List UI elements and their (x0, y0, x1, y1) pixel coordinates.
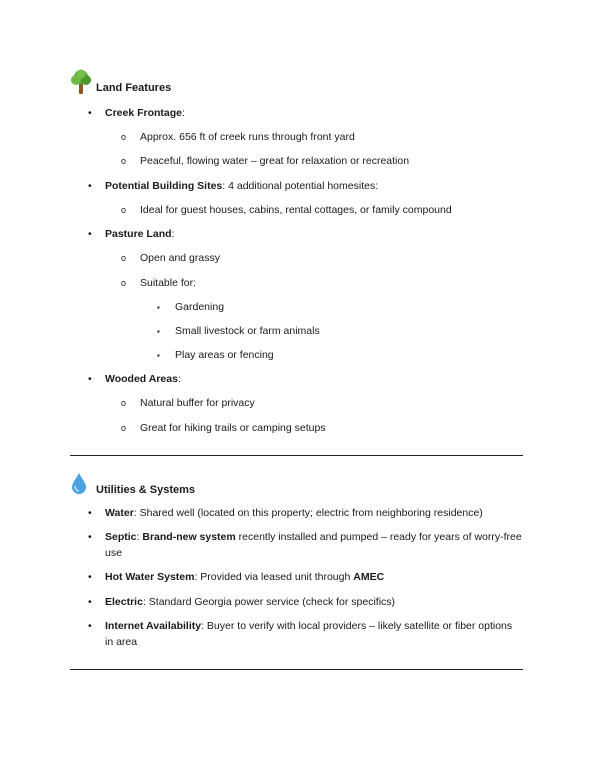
pasture-land-label: Pasture Land (105, 228, 172, 240)
section-divider (70, 669, 523, 670)
bullet-dot: • (88, 228, 92, 240)
building-sites-label: Potential Building Sites (105, 180, 223, 192)
creek-sub-2: Peaceful, flowing water – great for relaxation or recreation (140, 155, 410, 167)
hot-water-label: Hot Water System (105, 571, 195, 583)
septic-item (105, 530, 522, 545)
electric-text: : Standard Georgia power service (check for specifics) (142, 596, 396, 608)
utilities-title: Utilities & Systems (96, 484, 196, 496)
bullet-dot: • (88, 180, 92, 192)
bullet-dot: • (88, 373, 92, 385)
internet-item (105, 619, 512, 634)
bullet-circle: o (121, 253, 127, 263)
bullet-dot: • (88, 531, 92, 543)
bullet-circle: o (121, 423, 127, 433)
bullet-circle: o (121, 278, 127, 288)
colon: : (177, 373, 181, 385)
electric-item (105, 595, 395, 610)
septic-bold-text: Brand-new system (142, 531, 236, 543)
utilities-heading (70, 470, 195, 496)
hot-water-text: : Provided via leased unit through (194, 571, 354, 583)
septic-continuation: use (105, 547, 122, 559)
septic-label: Septic (105, 531, 137, 543)
electric-label: Electric (105, 596, 143, 608)
colon: : (171, 228, 175, 240)
pasture-item-3: Play areas or fencing (175, 349, 274, 361)
colon: : (136, 531, 143, 543)
pasture-sub-1: Open and grassy (140, 252, 220, 264)
bullet-dot: • (88, 107, 92, 119)
bullet-circle: o (121, 156, 127, 166)
water-text: : Shared well (located on this property; electric from neighboring residence) (133, 507, 483, 519)
section-divider (70, 455, 523, 456)
bullet-circle: o (121, 132, 127, 142)
septic-text: recently installed and pumped – ready for years of worry-free (235, 531, 522, 543)
building-sites-item (105, 179, 378, 194)
bullet-dot: • (88, 571, 92, 583)
bullet-dot: • (88, 620, 92, 632)
pasture-sub-2: Suitable for: (140, 277, 197, 289)
land-features-title: Land Features (96, 82, 172, 94)
wooded-sub-1: Natural buffer for privacy (140, 397, 255, 409)
water-label: Water (105, 507, 134, 519)
wooded-sub-2: Great for hiking trails or camping setups (140, 422, 326, 434)
colon: : (182, 107, 185, 119)
internet-continuation: in area (105, 636, 138, 648)
creek-frontage-item (105, 106, 185, 121)
bullet-circle: o (121, 398, 127, 408)
bullet-square: ▪ (157, 351, 160, 360)
internet-text: : Buyer to verify with local providers – likely satellite or fiber options (201, 620, 513, 632)
creek-frontage-label: Creek Frontage (105, 107, 183, 119)
pasture-land-item (105, 227, 174, 242)
bullet-circle: o (121, 205, 127, 215)
water-item (105, 506, 483, 521)
bullet-square: ▪ (157, 327, 160, 336)
bullet-dot: • (88, 596, 92, 608)
pasture-item-1: Gardening (175, 301, 225, 313)
internet-label: Internet Availability (105, 620, 202, 632)
wooded-areas-label: Wooded Areas (105, 373, 178, 385)
droplet-icon (70, 472, 90, 494)
land-features-heading (70, 68, 171, 94)
bullet-square: ▪ (157, 303, 160, 312)
tree-icon (70, 69, 92, 93)
wooded-areas-item (105, 372, 181, 387)
building-sites-text: : 4 additional potential homesites: (222, 180, 379, 192)
creek-sub-1: Approx. 656 ft of creek runs through front yard (140, 131, 355, 143)
bullet-dot: • (88, 507, 92, 519)
building-sub-1: Ideal for guest houses, cabins, rental cottages, or family compound (140, 204, 452, 216)
pasture-item-2: Small livestock or farm animals (175, 325, 320, 337)
hot-water-provider: AMEC (353, 571, 385, 583)
hot-water-item (105, 570, 384, 585)
